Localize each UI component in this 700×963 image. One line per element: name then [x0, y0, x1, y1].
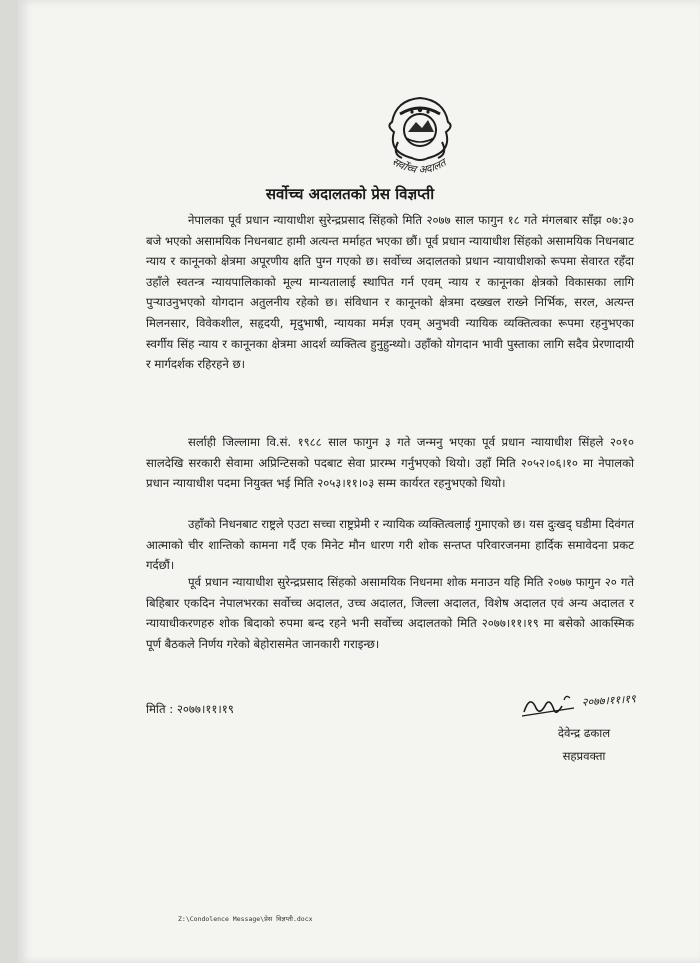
signature-date: २०७७।११।१९: [581, 692, 637, 709]
supreme-court-emblem: [372, 92, 468, 184]
paragraph-4: पूर्व प्रधान न्यायाधीश सुरेन्द्रप्रसाद सिंहको असामयिक निधनमा शोक मनाउन यहि मिति २०७७ फागुन २० गते बिहिबार एकदिन नेपालभरका सर्वोच्च अदालत, उच्च अदालत, जिल्ला अदालत, विशेष अदालत एवं अन्य अदालत र न्यायाधीकरणहरु शोक बिदाको रुपमा बन्द रहने भनी सर्वोच्च अदालतको मिति २०७७।११।१९ मा बसेको आकस्मिक पूर्ण बैठकले निर्णय गरेको बेहोरासमेत जानकारी गराइन्छ।: [146, 575, 634, 651]
emblem-caption: सर्वोच्च अदालत: [389, 155, 449, 177]
paragraph-1: नेपालका पूर्व प्रधान न्यायाधीश सुरेन्द्रप्रसाद सिंहको मिति २०७७ साल फागुन १८ गते मंगलबार साँझ ०७:३० बजे भएको असामयिक निधनबाट हामी अत्यन्त मर्माहत भएका छौं। पूर्व प्रधान न्यायाधीश सिंहको असामयिक निधनबाट न्याय र कानूनको क्षेत्रमा अपूरणीय क्षति पुग्न गएको छ। सर्वोच्च अदालतको प्रधान न्यायाधीशको रूपमा सेवारत रहँदा उहाँले स्वतन्त्र न्यायपालिकाको मूल्य मान्यतालाई स्थापित गर्न एवम् न्याय र कानूनका क्षेत्रको विकासका लागि पुऱ्याउनुभएको योगदान अतुलनीय रहेको छ। संविधान र कानूनको क्षेत्रमा दख्खल राख्ने निर्भिक, सरल, अत्यन्त मिलनसार, विवेकशील, सहृदयी, मृदुभाषी, न्यायका मर्मज्ञ एवम् अनुभवी न्यायिक व्यक्तित्वका रूपमा रहनुभएका स्वर्गीय सिंह न्याय र कानूनका क्षेत्रमा आदर्श व्यक्तित्व हुनुहुन्थ्यो। उहाँको योगदान भावी पुस्ताका लागि सदैव प्रेरणादायी र मार्गदर्शक रहिरहने छ।: [146, 213, 634, 372]
signatory-name: देवेन्द्र ढकाल: [557, 726, 611, 740]
release-date: मिति : २०७७।११।१९: [146, 702, 234, 716]
svg-text:सर्वोच्च अदालत: [390, 156, 450, 177]
signatory-title: सहप्रवक्ता: [562, 749, 606, 763]
file-path-footer: Z:\Condolence Message\प्रेस विज्ञप्ती.docx: [178, 915, 313, 923]
handwritten-signature: [516, 682, 666, 724]
paragraph-3: उहाँको निधनबाट राष्ट्रले एउटा सच्चा राष्ट्रप्रेमी र न्यायिक व्यक्तित्वलाई गुमाएको छ। यस दुःखद् घडीमा दिवंगत आत्माको चीर शान्तिको कामना गर्दै एक मिनेट मौन धारण गरी शोक सन्तप्त परिवारजनमा हार्दिक समावेदना प्रकट गर्दछौं।: [146, 517, 634, 573]
paragraph-2: सर्लाही जिल्लामा वि.सं. १९८८ साल फागुन ३ गते जन्मनु भएका पूर्व प्रधान न्यायाधीश सिंहले २०१० सालदेखि सरकारी सेवामा अप्रिन्टिसको पदबाट सेवा प्रारम्भ गर्नुभएको थियो। उहाँ मिति २०५२।०६।१० मा नेपालको प्रधान न्यायाधीश पदमा नियुक्त भई मिति २०५३।११।०३ सम्म कार्यरत रहनुभएको थियो।: [146, 435, 634, 491]
press-release-title: सर्वोच्च अदालतको प्रेस विज्ञप्ती: [265, 185, 435, 203]
emblem-seal-icon: [372, 92, 468, 184]
